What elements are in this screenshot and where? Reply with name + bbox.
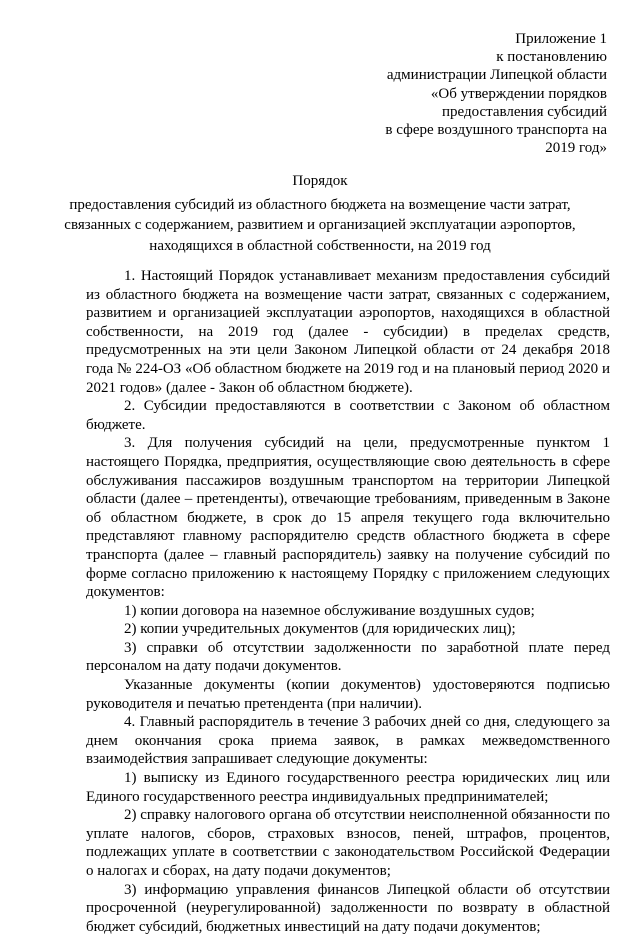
annex-line: предоставления субсидий — [441, 103, 607, 120]
annex-line: Приложение 1 — [515, 31, 607, 47]
paragraph-certification: Указанные документы (копии документов) удостоверяются подписью руководителя и печатью претендента (при наличии). — [86, 677, 610, 712]
list-item-founding-documents: 2) копии учредительных документов (для юридических лиц); — [124, 621, 516, 638]
title-subtitle-line: связанных с содержанием, развитием и организацией эксплуатации аэропортов, — [64, 217, 576, 233]
title-subtitle-line: предоставления субсидий из областного бюджета на возмещение части затрат, — [69, 196, 571, 213]
list-item-salary-certificate: 3) справки об отсутствии задолженности по заработной плате перед персоналом на дату подачи документов. — [86, 639, 610, 675]
title-heading: Порядок — [292, 173, 348, 189]
annex-line: в сфере воздушного транспорта на — [385, 122, 607, 139]
paragraph-1: 1. Настоящий Порядок устанавливает механизм предоставления субсидий из областного бюджета на возмещение части затрат, связанных с содержанием, развитием и организацией эксплуатации аэропортов, находящихся в областной собственности, на 2019 год (далее - субсидии) в пределах средств, предусмотренных на эти цели Законом Липецкой области от 24 декабря 2018 года № 224-ОЗ «Об областном бюджете на 2019 год и на плановый период 2020 и 2021 годов» (далее - Закон об областном бюджете). — [86, 268, 610, 396]
list-item-contracts: 1) копии договора на наземное обслуживание воздушных судов; — [124, 602, 535, 619]
paragraph-4: 4. Главный распорядитель в течение 3 рабочих дней со дня, следующего за днем окончания срока приема заявок, в рамках межведомственного взаимодействия запрашивает следующие документы: — [86, 714, 610, 768]
annex-line: «Об утверждении порядков — [430, 85, 607, 102]
annex-line: к постановлению — [496, 49, 607, 66]
list-item-registry-extract: 1) выписку из Единого государственного реестра юридических лиц или Единого государственного реестра индивидуальных предпринимателей; — [86, 770, 610, 805]
list-item-tax-certificate: 2) справку налогового органа об отсутствии неисполненной обязанности по уплате налогов, сборов, страховых взносов, пеней, штрафов, процентов, подлежащих уплате в соответствии с законодательством Российской Федерации о налогах и сборах, на дату подачи документов; — [86, 807, 610, 879]
document-body — [86, 267, 610, 936]
annex-header — [307, 30, 607, 157]
paragraph-2: 2. Субсидии предоставляются в соответствии с Законом об областном бюджете. — [86, 398, 610, 433]
list-item-finance-information: 3) информацию управления финансов Липецкой области об отсутствии просроченной (неурегулированной) задолженности по возврату в областной бюджет субсидий, бюджетных инвестиций на дату подачи документов; — [86, 881, 610, 935]
annex-line: администрации Липецкой области — [386, 67, 607, 84]
paragraph-3: 3. Для получения субсидий на цели, предусмотренные пунктом 1 настоящего Порядка, предприятия, осуществляющие свою деятельность в сфере обслуживания пассажиров воздушным транспортом на территории Липецкой области (далее – претенденты), отвечающие требованиям, приведенным в Законе об областном бюджете, в срок до 15 апреля текущего года включительно представляют главному распорядителю средств областного бюджета в сфере транспорта (далее – главный распорядитель) заявку на получение субсидий по форме согласно приложению к настоящему Порядку с приложением следующих документов: — [86, 435, 610, 601]
title-subtitle-line: находящихся в областной собственности, на 2019 год — [149, 237, 491, 254]
document-title — [40, 171, 600, 256]
annex-line: 2019 год» — [545, 140, 607, 157]
